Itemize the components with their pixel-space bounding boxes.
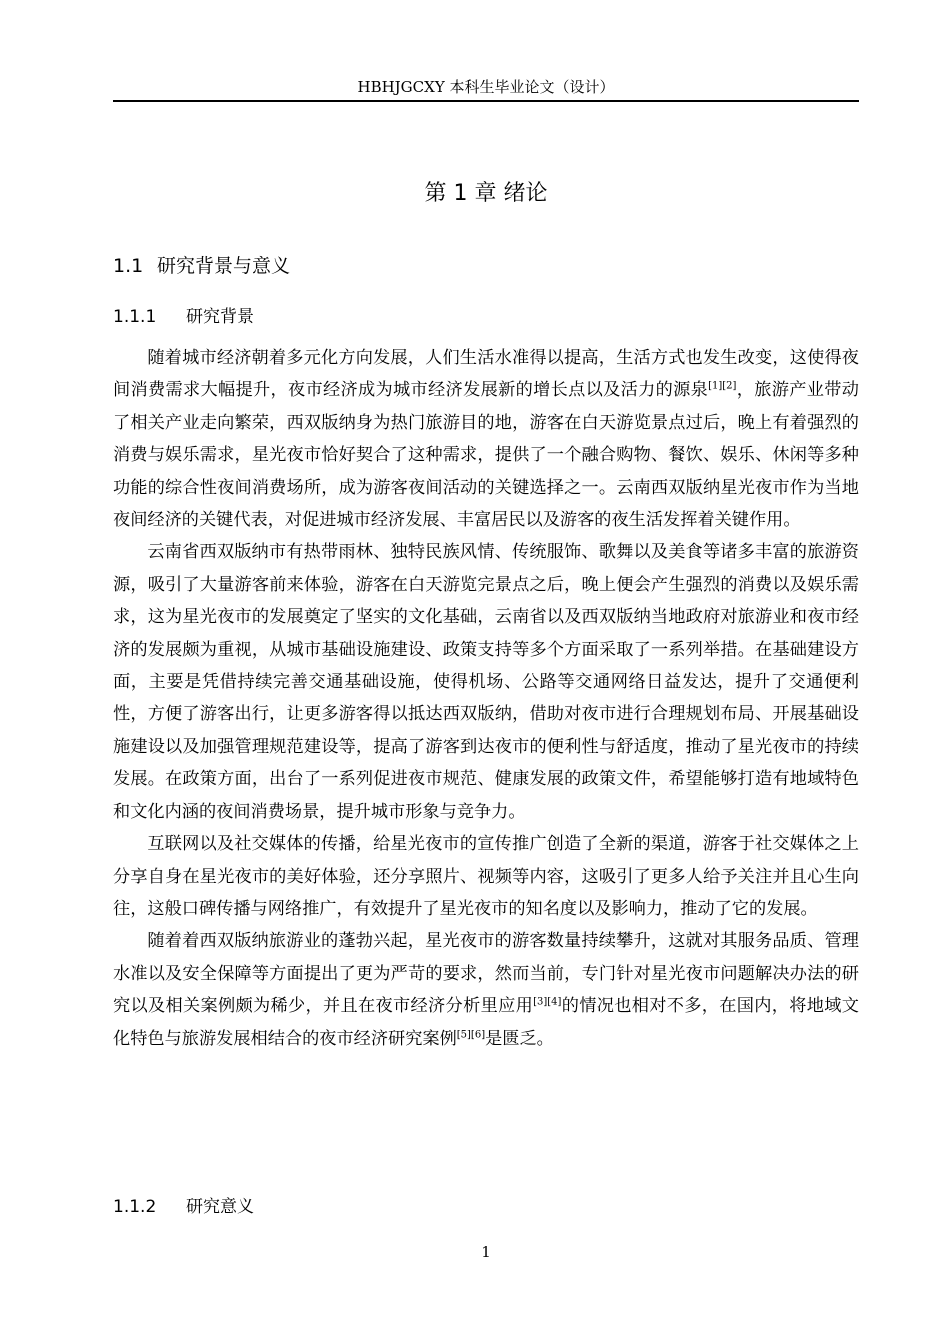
section-number: 1.1 [113,255,144,277]
paragraph-1 [113,342,859,536]
subsection-number: 1.1.1 [113,307,157,327]
subsection-heading-1-1-1 [113,304,254,330]
subsection-title: 研究背景 [186,307,254,327]
citation-1-2[interactable]: [1][2] [708,380,737,392]
paragraph-text: ，旅游产业带动了相关产业走向繁荣，西双版纳身为热门旅游目的地，游客在白天游览景点过后，晚上有着强烈的消费与娱乐需求，星光夜市恰好契合了这种需求，提供了一个融合购物、餐饮、娱乐、休闲等多种功能的综合性夜间消费场所，成为游客夜间活动的关键选择之一。云南西双版纳星光夜市作为当地夜间经济的关键代表，对促进城市经济发展、丰富居民以及游客的夜生活发挥着关键作用。 [113,380,859,531]
section-title: 研究背景与意义 [157,255,291,277]
body-text [113,342,859,1055]
subsection-title: 研究意义 [186,1197,254,1217]
subsection-heading-1-1-2 [113,1194,254,1220]
paragraph-text: 的情况也相对不多，在国内，将地域文化特色与旅游发展相结合的夜市经济研究案例 [113,996,859,1049]
subsection-number: 1.1.2 [113,1197,157,1217]
section-heading-1-1 [113,252,290,280]
citation-5-6[interactable]: [5][6] [456,1028,486,1040]
paragraph-text: 随着着西双版纳旅游业的蓬勃兴起，星光夜市的游客数量持续攀升，这就对其服务品质、管理水准以及安全保障等方面提出了更为严苛的要求，然而当前，专门针对星光夜市问题解决办法的研究以及相关案例颇为稀少，并且在夜市经济分析里应用 [113,931,859,1017]
page-number: 1 [481,1243,491,1261]
paragraph-2: 云南省西双版纳市有热带雨林、独特民族风情、传统服饰、歌舞以及美食等诸多丰富的旅游资源，吸引了大量游客前来体验，游客在白天游览完景点之后，晚上便会产生强烈的消费以及娱乐需求，这为星光夜市的发展奠定了坚实的文化基础，云南省以及西双版纳当地政府对旅游业和夜市经济的发展颇为重视，从城市基础设施建设、政策支持等多个方面采取了一系列举措。在基础建设方面，主要是凭借持续完善交通基础设施，使得机场、公路等交通网络日益发达，提升了交通便利性，方便了游客出行，让更多游客得以抵达西双版纳，借助对夜市进行合理规划布局、开展基础设施建设以及加强管理规范建设等，提高了游客到达夜市的便利性与舒适度，推动了星光夜市的持续发展。在政策方面，出台了一系列促进夜市规范、健康发展的政策文件，希望能够打造有地域特色和文化内涵的夜间消费场景，提升城市形象与竞争力。 [113,542,859,822]
chapter-title: 第 1 章 绪论 [424,181,548,206]
paragraph-3: 互联网以及社交媒体的传播，给星光夜市的宣传推广创造了全新的渠道，游客于社交媒体之上分享自身在星光夜市的美好体验，还分享照片、视频等内容，这吸引了更多人给予关注并且心生向往，这般口碑传播与网络推广，有效提升了星光夜市的知名度以及影响力，推动了它的发展。 [113,834,859,919]
paragraph-4 [113,925,859,1055]
header-rule [113,100,859,102]
paragraph-text: 是匮乏。 [485,1028,554,1049]
citation-3-4[interactable]: [3][4] [533,996,562,1008]
paragraph-text: 随着城市经济朝着多元化方向发展，人们生活水准得以提高，生活方式也发生改变，这使得夜间消费需求大幅提升，夜市经济成为城市经济发展新的增长点以及活力的源泉 [113,348,859,401]
page-header: HBHJGCXY 本科生毕业论文（设计） [357,78,615,96]
